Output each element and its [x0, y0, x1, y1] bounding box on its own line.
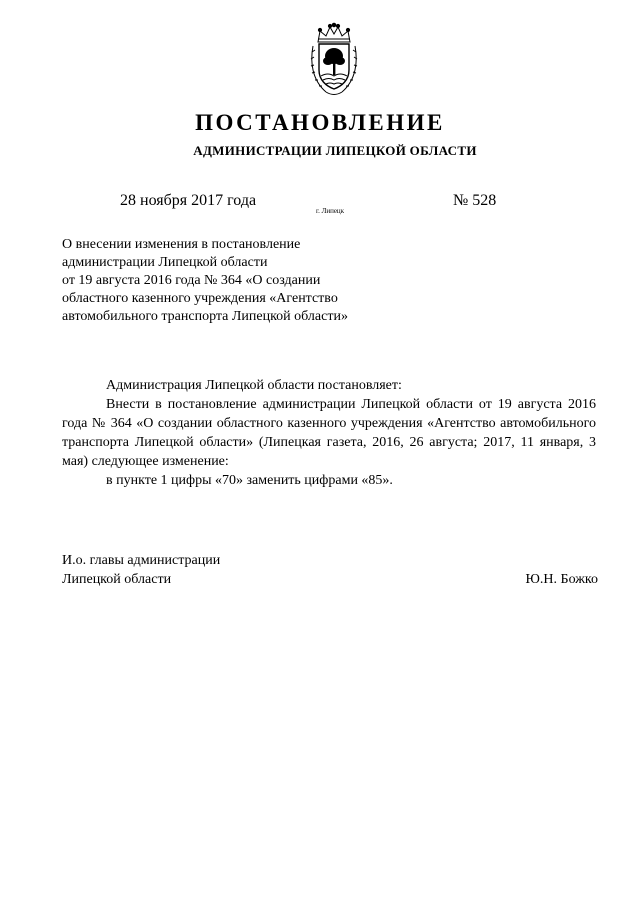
document-number: № 528: [453, 192, 497, 209]
document-city: г. Липецк: [316, 207, 345, 215]
document-subject: [62, 236, 422, 326]
subject-line: автомобильного транспорта Липецкой области»: [62, 309, 348, 324]
coat-of-arms-icon: [308, 22, 360, 98]
body-intro: Администрация Липецкой области постановляет:: [106, 378, 402, 393]
subject-line: О внесении изменения в постановление: [62, 237, 301, 252]
document-subtitle: АДМИНИСТРАЦИИ ЛИПЕЦКОЙ ОБЛАСТИ: [193, 143, 477, 158]
subject-line: от 19 августа 2016 года № 364 «О создании: [62, 273, 321, 288]
subject-line: областного казенного учреждения «Агентство: [62, 291, 338, 306]
signature-position-line2: Липецкой области: [62, 572, 172, 587]
document-date: 28 ноября 2017 года: [120, 192, 257, 209]
body-item: в пункте 1 цифры «70» заменить цифрами «85».: [106, 473, 393, 488]
body-paragraph: Внести в постановление администрации Липецкой области от 19 августа 2016 года № 364 «О создании областного казенного учреждения «Агентство автомобильного транспорта Липецкой области» (Липецкая газета, 2016, 26 августа; 2017, 11 января, 3 мая) следующее изменение:: [62, 397, 596, 469]
signature-name: Ю.Н. Божко: [525, 572, 598, 587]
signature-block: [62, 551, 598, 589]
signature-position-line1: И.о. главы администрации: [62, 553, 221, 568]
document-body: [62, 376, 596, 490]
document-title: ПОСТАНОВЛЕНИЕ: [195, 110, 445, 135]
subject-line: администрации Липецкой области: [62, 255, 268, 270]
